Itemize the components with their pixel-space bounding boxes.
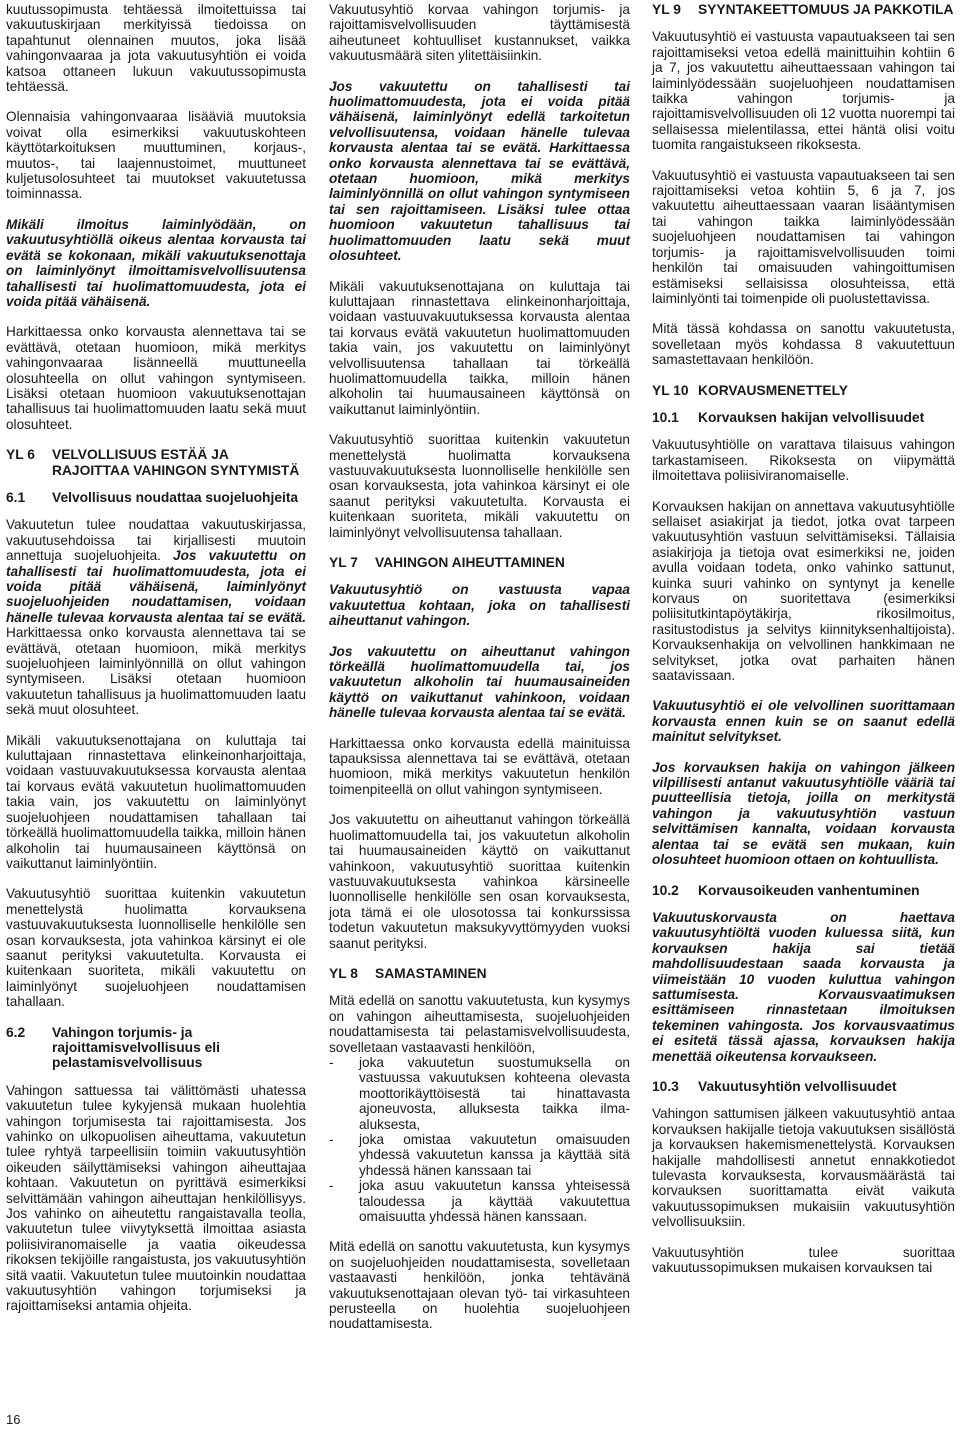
paragraph: Mitä edellä on sanottu vakuutetusta, kun kysymys on suojeluohjeiden noudattamisesta, sovelletaan vastaavasti henkilöön, jonka tehtävänä vakuutuksenottajaan olevan työ- tai virkasuhteen perusteella on huolehtia suojeluohjeen noudattamisesta.	[329, 1239, 630, 1332]
list-item-text: joka omistaa vakuutetun omaisuuden yhdessä vakuutetun kanssa ja käyttää sitä yhdessä hänen kanssaan tai	[359, 1132, 630, 1178]
subsection-title: Velvollisuus noudattaa suojeluohjeita	[52, 489, 299, 505]
paragraph: Vakuutusyhtiölle on varattava tilaisuus vahingon tarkastamiseen. Rikoksesta on viipymättä ilmoitettava poliisiviranomaiselle.	[652, 437, 955, 484]
section-heading-yl6	[6, 447, 306, 478]
paragraph: Mitä tässä kohdassa on sanottu vakuutetusta, sovelletaan myös kohdassa 8 vakuutettuun samastettavaan henkilöön.	[652, 321, 955, 368]
page-number: 16	[6, 1412, 21, 1427]
list-dash: -	[329, 1132, 334, 1147]
paragraph-emphasis: Vakuutuskorvausta on haettava vakuutusyhtiöltä vuoden kuluessa siitä, kun korvauksen hakija sai tietää mahdollisuudestaan saada korvausta ja viimeistään 10 vuoden kuluttua vahingon sattumisesta. Korvausvaatimuksen esittämiseen rinnastetaan ilmoituksen tekeminen vahingosta. Jos korvausvaatimus ei esitetä tässä ajassa, korvauksen hakija menettää oikeutensa korvaukseen.	[652, 909, 955, 1064]
list-item-text: joka vakuutetun suostumuksella on vastuussa vakuutuksen kohteena olevasta moottorikäyttöisestä tai hinattavasta ajoneuvosta, alluksesta taikka ilma-aluksesta,	[359, 1054, 630, 1132]
section-number: YL 6	[6, 447, 35, 463]
subsection-title: Korvauksen hakijan velvollisuudet	[698, 409, 925, 425]
subsection-title: Korvausoikeuden vanhentuminen	[698, 882, 920, 898]
section-title: VAHINGON AIHEUTTAMINEN	[375, 555, 565, 570]
paragraph-emphasis: Jos vakuutettu on aiheuttanut vahingon törkeällä huolimattomuudella tai, jos vakuutetun alkoholin tai huumausaineiden käyttö on vaikuttanut vahinkoon, voidaan hänelle tulevaa korvausta alentaa tai se evätä.	[329, 643, 630, 721]
paragraph: Jos vakuutettu on aiheuttanut vahingon törkeällä huolimattomuudella tai, jos vakuutetun alkoholin tai huumausaineiden käyttö on vaikuttanut vahinkoon, vakuutusyhtiö suorittaa kuitenkin vastuuvakuutuksesta vahinkoa kärsineelle luonnolliselle henkilölle sen osan korvauksesta, jota tämä ei ole ulosotossa tai konkurssissa todetun vakuutetun maksukyvyttömyyden vuoksi saanut perityksi.	[329, 812, 630, 951]
paragraph: Vakuutusyhtiö suorittaa kuitenkin vakuutetun menettelystä huolimatta korvauksena vastuuvakuutuksesta luonnolliselle henkilölle sen osan korvauksesta, jota vahinkoa kärsinyt ei ole saanut perityksi vakuutetulta. Korvausta ei kuitenkaan suoriteta, mikäli vakuutettu on laiminlyönyt suojeluohjeen noudattamisen tahallaan.	[6, 886, 306, 1010]
subsection-title: Vakuutusyhtiön velvollisuudet	[698, 1078, 897, 1094]
paragraph-emphasis: Vakuutusyhtiö ei ole velvollinen suorittamaan korvausta ennen kuin se on saanut edellä mainitut selvitykset.	[652, 698, 955, 745]
paragraph: Mikäli vakuutuksenottajana on kuluttaja tai kuluttajaan rinnastettava elinkeinonharjoittaja, voidaan vastuuvakuutuksessa korvausta alentaa tai korvaus evätä vakuutetun huolimattomuuden takia vain, jos vakuutettu on laiminlyönyt suojeluohjeen noudattamisen tahallaan tai törkeällä huolimattomuudella taikka, milloin hänen alkoholin tai huumausaineen käyttönsä on vaikuttanut laiminlyöntiin.	[6, 732, 306, 871]
section-title: SAMASTAMINEN	[375, 965, 487, 981]
subsection-number: 6.1	[6, 489, 26, 505]
subsection-number: 6.2	[6, 1024, 26, 1040]
column-right	[652, 2, 955, 1290]
paragraph: Vakuutusyhtiö ei vastuusta vapautuakseen tai sen rajoittamiseksi vetoa kohtiin 5, 6 ja 7, jos vakuutettu aiheuttaessaan vaaran lisääntymisen tai vahingon taikka laiminlyödessään suojeluohjeen noudattamisen tai vahingon torjumis- ja rajoittamisvelvollisuuden toimi henkilön tai omaisuuden vahingoittumisen estämiseksi sellaisissa olosuhteissa, että laiminlyönti tai toimenpide oli puolustettavissa.	[652, 167, 955, 306]
section-heading-yl9	[652, 2, 955, 17]
section-heading-yl7	[329, 555, 630, 570]
paragraph: Vakuutusyhtiön tulee suorittaa vakuutussopimuksen mukaisen korvauksen tai	[652, 1244, 955, 1276]
text-run: Harkittaessa onko korvausta alennettava tai se evättävä, otetaan huomioon, mikä merkitys suojeluohjeen laiminlyönnillä on ollut vahingon syntymiseen. Lisäksi otetaan huomioon vakuutetun tahallisuus ja huolimattomuuden laatu sekä muut olosuhteet.	[6, 625, 306, 718]
paragraph: Vakuutusyhtiö ei vastuusta vapautuakseen tai sen rajoittamiseksi vetoa edellä mainittuihin kohtiin 6 ja 7, jos vakuutettu aiheuttaessaan vahingon tai laiminlyödessään suojeluohjeen noudattamisen taikka vahingon torjumis- ja rajoittamisvelvollisuuden oli 12 vuotta nuorempi tai sellaisessa mielentilassa, ettei häntä olisi voitu tuomita rangaistukseen rikoksesta.	[652, 29, 955, 153]
subsection-heading-10-3	[652, 1079, 955, 1094]
paragraph: kuutussopimusta tehtäessä ilmoitettuissa tai vakuutuskirjaan merkityissä tiedoissa on tapahtunut olennainen muutos, joka lisää vahingonvaaraa ja jota vakuutusyhtiön ei voida katsoa ottaneen lukuun vakuutussopimusta tehtäessä.	[6, 2, 306, 95]
paragraph-emphasis: Vakuutusyhtiö on vastuusta vapaa vakuutettua kohtaan, joka on tahallisesti aiheuttanut vahingon.	[329, 582, 630, 629]
paragraph: Vahingon sattumisen jälkeen vakuutusyhtiö antaa korvauksen hakijalle tietoja vakuutuksen sisällöstä ja korvauksen hakemismenettelystä. Korvauksen hakijalle mahdollisesti annetut ennakkotiedot tulevasta korvauksesta, korvausmäärästä tai korvauksen suorittamatta eivät vaikuta vakuutussopimuksen mukaisiin vakuutusyhtiön velvollisuuksiin.	[652, 1106, 955, 1230]
section-number: YL 8	[329, 965, 358, 981]
paragraph: Mikäli vakuutuksenottajana on kuluttaja tai kuluttajaan rinnastettava elinkeinonharjoittaja, voidaan vastuuvakuutuksessa korvausta alentaa tai korvaus evätä vakuutetun huolimattomuuden takia vain, jos vakuutettu on laiminlyönyt velvollisuutensa tahallaan tai törkeällä huolimattomuudella taikka, milloin hänen alkoholin tai huumausaineen käyttönsä on vaikuttanut laiminlyöntiin.	[329, 278, 630, 417]
subsection-number: 10.3	[652, 1078, 679, 1094]
paragraph: Harkittaessa onko korvausta alennettava tai se evättävä, otetaan huomioon, mikä merkitys vahingonvaaraa lisänneellä muuttuneella olosuhteella on ollut vahingon syntymiseen. Lisäksi otetaan huomioon vakuutuksenottajan tahallisuus tai huolimattomuuden laatu sekä muut olosuhteet.	[6, 324, 306, 432]
section-heading-yl10	[652, 383, 955, 398]
subsection-title: Vahingon torjumis- ja rajoittamisvelvollisuus eli pelastamisvelvollisuus	[52, 1024, 220, 1071]
list-dash: -	[329, 1054, 334, 1070]
paragraph-emphasis: Mikäli ilmoitus laiminlyödään, on vakuutusyhtiöllä oikeus alentaa korvausta tai evätä se kokonaan, mikäli vakuutuksenottaja on laiminlyönyt ilmoittamisvelvollisuutensa tahallisesti tai huolimattomuudesta, jota ei voida pitää vähäisenä.	[6, 216, 306, 309]
paragraph: Mitä edellä on sanottu vakuutetusta, kun kysymys on vahingon aiheuttamisesta, suojeluohjeiden noudattamisesta tai pelastamisvelvollisuudesta, sovelletaan vastaavasti henkilöön,	[329, 993, 630, 1055]
section-number: YL 9	[652, 2, 681, 17]
dash-list	[329, 1055, 630, 1224]
text-run-emphasis: Jos vakuutettu on tahallisesti tai huolimattomuudesta, jota ei voida pitää vähäisenä, laiminlyönyt suojeluohjeiden noudattamisen, voidaan hänelle tulevaa korvausta alentaa tai se evätä.	[6, 548, 306, 625]
section-number: YL 7	[329, 555, 358, 570]
section-title: VELVOLLISUUS ESTÄÄ JA RAJOITTAA VAHINGON SYNTYMISTÄ	[52, 447, 300, 478]
subsection-number: 10.2	[652, 882, 679, 898]
paragraph: Vakuutusyhtiö korvaa vahingon torjumis- ja rajoittamisvelvollisuuden täyttämisestä aiheutuneet kohtuulliset kustannukset, vaikka vakuutusmäärä siten ylitettäisiinkin.	[329, 2, 630, 64]
paragraph: Harkittaessa onko korvausta edellä mainituissa tapauksissa alennettava tai se evättävä, otetaan huomioon, mikä merkitys vakuutetun henkilön toimenpiteellä on ollut vahingon syntymiseen.	[329, 735, 630, 797]
paragraph-emphasis: Jos vakuutettu on tahallisesti tai huolimattomuudesta, jota ei voida pitää vähäisenä, laiminlyönyt edellä tarkoitetun velvollisuutensa, voidaan hänelle tulevaa korvausta alentaa tai se evätä. Harkittaessa onko korvausta alennettava tai se evättävä, otetaan huomioon, mikä merkitys laiminlyönnillä on ollut vahingon syntymiseen tai sen rajoittamiseen. Lisäksi tulee ottaa huomioon vakuutetun tahallisuus tai huolimattomuuden laatu sekä muut olosuhteet.	[329, 78, 630, 264]
section-number: YL 10	[652, 382, 689, 398]
subsection-heading-6-2	[6, 1025, 306, 1071]
list-item	[329, 1055, 630, 1132]
section-title: KORVAUSMENETTELY	[698, 382, 849, 398]
section-title: SYYNTAKEETTOMUUS JA PAKKOTILA	[698, 2, 954, 17]
subsection-heading-10-1	[652, 410, 955, 425]
subsection-heading-10-2	[652, 883, 955, 898]
text-run: Vakuutetun tulee noudattaa vakuutuskirjassa, vakuutusehdoissa tai kirjallisesti muutoin annettuja suojeluohjeita.	[6, 517, 306, 564]
list-item	[329, 1178, 630, 1224]
paragraph: Vakuutusyhtiö suorittaa kuitenkin vakuutetun menettelystä huolimatta korvauksena vastuuvakuutuksesta luonnolliselle henkilölle sen osan korvauksesta, jota vahinkoa kärsinyt ei ole saanut perityksi vakuutetulta. Korvausta ei kuitenkaan suoriteta, mikäli vakuutettu on laiminlyönyt velvollisuutensa tahallaan.	[329, 432, 630, 540]
list-item	[329, 1132, 630, 1178]
paragraph	[6, 517, 306, 717]
column-left	[6, 2, 306, 1329]
column-middle	[329, 2, 630, 1347]
list-dash: -	[329, 1178, 334, 1194]
paragraph: Vahingon sattuessa tai välittömästi uhatessa vakuutetun tulee kykyjensä mukaan huolehtia vahingon torjumisesta tai rajoittamisesta. Jos vahinko on ulkopuolisen aiheuttama, vakuutetun tulee ryhtyä tarpeellisiin toimiin vakuutusyhtiön oikeuden säilyttämiseksi vahingon aiheuttajaa kohtaan. Vakuutetun on pyrittävä esimerkiksi selvittämään vahingon aiheuttajan henkilöllisyys. Jos vahinko on aiheutettu rangaistavalla teolla, vakuutetun tulee viivytyksettä ilmoittaa asiasta poliisiviranomaiselle ja vaatia oikeudessa rikoksen tekijöille rangaistusta, jos vakuutusyhtiön sitä vaatii. Vakuutetun tulee muutoinkin noudattaa vakuutusyhtiön vahingon torjumiseksi ja rajoittamiseksi antamia ohjeita.	[6, 1082, 306, 1314]
subsection-heading-6-1	[6, 490, 306, 505]
paragraph: Olennaisia vahingonvaaraa lisääviä muutoksia voivat olla esimerkiksi vakuutuskohteen käyttötarkoituksen muuttuminen, korjaus-, muutos-, tai laajennustoimet, muuttuneet kuljetusolosuhteet tai muutokset vakuutetussa toiminnassa.	[6, 109, 306, 202]
paragraph-emphasis: Jos korvauksen hakija on vahingon jälkeen vilpillisesti antanut vakuutusyhtiölle vääriä tai puutteellisia tietoja, joilla on merkitystä vahingon ja vakuutusyhtiön vastuun selvittämisen kannalta, voidaan korvausta alentaa tai se evätä sen mukaan, kuin olosuhteet huomioon ottaen on kohtuullista.	[652, 759, 955, 868]
subsection-number: 10.1	[652, 409, 679, 425]
paragraph: Korvauksen hakijan on annettava vakuutusyhtiölle sellaiset asiakirjat ja tiedot, jotka ovat tarpeen vakuutusyhtiön vastuun selvittämiseksi. Tällaisia asiakirjoja ja tietoja ovat esimerkiksi ne, joiden avulla voidaan todeta, onko vahinko sattunut, kuinka suuri vahinko on syntynyt ja kenelle korvaus on suoritettava (esimerkiksi poliisitutkintapöytäkirja, rikosilmoitus, rasitustodistus ja selvitys kiinnityksenhaltijoista). Korvauksenhakija on velvollinen hankkimaan ne selvitykset, jotka ovat parhaiten hänen saatavissaan.	[652, 498, 955, 684]
section-heading-yl8	[329, 966, 630, 981]
list-item-text: joka asuu vakuutetun kanssa yhteisessä taloudessa ja käyttää vakuutettua omaisuutta yhdessä hänen kanssaan.	[359, 1178, 630, 1225]
